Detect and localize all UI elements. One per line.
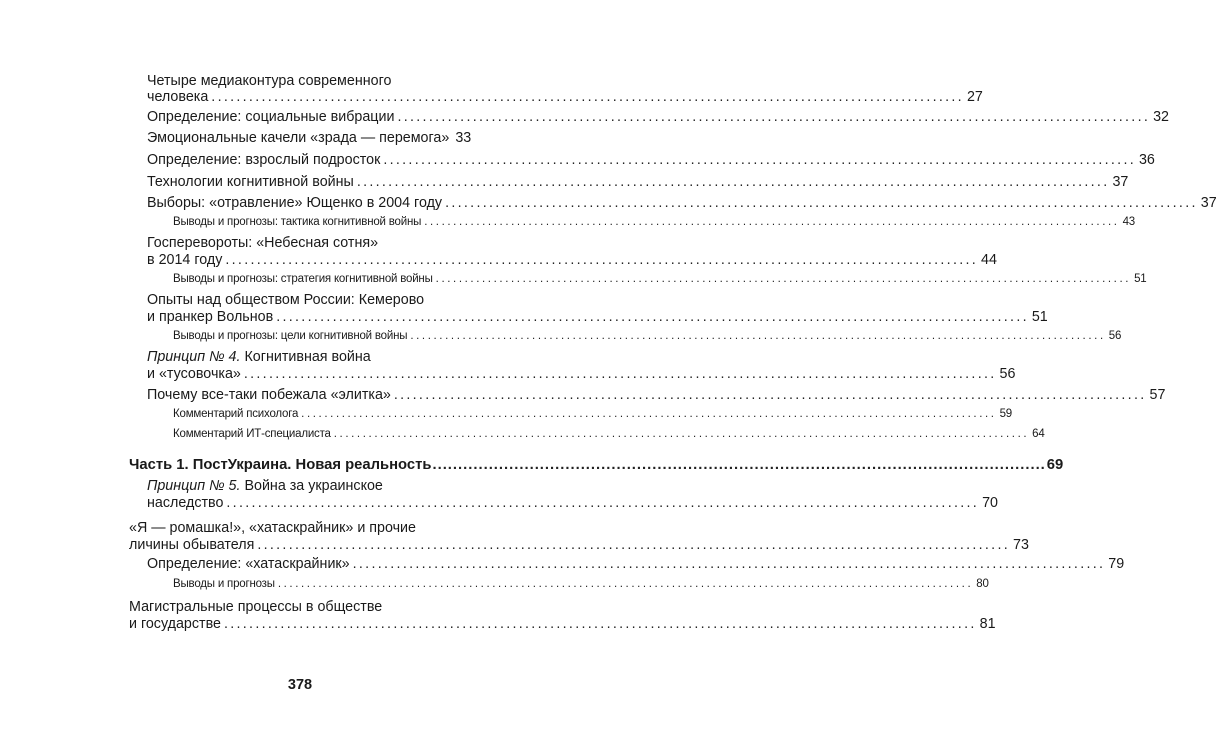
dot-leader: ........................................................................................................................ bbox=[211, 89, 964, 105]
toc-entry-title: человека bbox=[147, 89, 209, 105]
toc-page-number: 80 bbox=[976, 578, 989, 590]
toc-entry-title: «Я — ромашка!», «хатаскрайник» и прочие bbox=[129, 520, 416, 536]
toc-entry-line bbox=[147, 348, 471, 366]
toc-entry-title: Определение: социальные вибрации bbox=[147, 109, 395, 125]
toc-page-number: 64 bbox=[1032, 428, 1045, 440]
toc-page-number: 79 bbox=[1108, 556, 1125, 572]
dot-leader: ........................................................................................................................ bbox=[276, 309, 1029, 325]
dot-leader: ........................................................................................................................ bbox=[393, 387, 1147, 403]
toc-entry-title: Комментарий психолога bbox=[173, 408, 299, 420]
toc-page-number: 59 bbox=[999, 408, 1012, 420]
toc-page-number: 37 bbox=[1200, 195, 1217, 211]
toc-subentry bbox=[173, 270, 1147, 288]
toc-subentry bbox=[173, 405, 1012, 423]
dot-leader: ........................................................................................................................ bbox=[432, 457, 1046, 473]
toc-page-number: 51 bbox=[1031, 309, 1048, 325]
toc-entry-line bbox=[147, 477, 471, 495]
toc-page-number: 27 bbox=[966, 89, 983, 105]
toc-entry-title: Выводы и прогнозы: цели когнитивной войны bbox=[173, 330, 408, 342]
dot-leader: ........................................................................................................................ bbox=[301, 408, 997, 420]
toc-page-number: 56 bbox=[1108, 330, 1122, 342]
toc-part-heading bbox=[129, 456, 1064, 474]
dot-leader: ........................................................................................................................ bbox=[445, 195, 1198, 211]
toc-page-number: 44 bbox=[981, 252, 997, 268]
toc-entry bbox=[147, 251, 997, 269]
principle-label: Принцип № 5. bbox=[147, 478, 241, 494]
toc-entry-line bbox=[129, 598, 471, 616]
toc-entry-line bbox=[129, 519, 471, 537]
toc-entry-title: Технологии когнитивной войны bbox=[147, 174, 354, 190]
toc-entry-title: Выводы и прогнозы: стратегия когнитивной войны bbox=[173, 273, 433, 285]
principle-label: Принцип № 4. bbox=[147, 349, 241, 365]
dot-leader: ........................................................................................................................ bbox=[277, 578, 974, 590]
toc-page-number: 43 bbox=[1122, 216, 1136, 228]
toc-entry-title: Выводы и прогнозы: тактика когнитивной войны bbox=[173, 216, 422, 228]
dot-leader: ........................................................................................................................ bbox=[424, 216, 1120, 228]
dot-leader: ........................................................................................................................ bbox=[223, 616, 977, 632]
toc-subentry bbox=[173, 425, 1045, 443]
toc-entry-title: Определение: «хатаскрайник» bbox=[147, 556, 350, 572]
toc-entry-title: Комментарий ИТ-специалиста bbox=[173, 428, 331, 440]
toc-page-number: 56 bbox=[999, 366, 1016, 382]
toc-page-number: 37 bbox=[1112, 174, 1129, 190]
toc-entry bbox=[147, 129, 471, 147]
toc-entry-title: Часть 1. ПостУкраина. Новая реальность bbox=[129, 457, 432, 473]
dot-leader: ........................................................................................................................ bbox=[383, 152, 1136, 168]
toc-entry-title: и «тусовочка» bbox=[147, 366, 241, 382]
dot-leader: ........................................................................................................................ bbox=[225, 252, 979, 268]
toc-entry-title: Война за украинское bbox=[240, 478, 383, 494]
dot-leader: ........................................................................................................................ bbox=[333, 428, 1030, 440]
toc-page-number: 33 bbox=[455, 130, 472, 146]
toc-entry-title: Когнитивная война bbox=[240, 349, 371, 365]
toc-entry-line bbox=[147, 291, 471, 309]
dot-leader: ........................................................................................................................ bbox=[397, 109, 1151, 125]
toc-entry-title: в 2014 году bbox=[147, 252, 223, 268]
toc-entry-title: Выводы и прогнозы bbox=[173, 578, 275, 590]
toc-page-number: 73 bbox=[1013, 537, 1029, 553]
toc-page-number: 32 bbox=[1153, 109, 1170, 125]
toc-entry bbox=[147, 151, 1155, 169]
toc-entry bbox=[147, 494, 998, 512]
toc-page-number: 36 bbox=[1138, 152, 1155, 168]
dot-leader: ........................................................................................................................ bbox=[352, 556, 1106, 572]
toc-entry-title: Магистральные процессы в обществе bbox=[129, 599, 383, 615]
toc-entry bbox=[147, 555, 1125, 573]
page-number: 378 bbox=[287, 677, 313, 693]
dot-leader: ........................................................................................................................ bbox=[257, 537, 1010, 553]
toc-entry bbox=[147, 308, 1048, 326]
toc-entry-title: Почему все-таки побежала «элитка» bbox=[147, 387, 391, 403]
toc-page-number: 57 bbox=[1149, 387, 1166, 403]
toc-page-number: 81 bbox=[979, 616, 996, 632]
toc-entry bbox=[147, 108, 1170, 126]
toc-entry bbox=[147, 173, 1129, 191]
toc-subentry bbox=[173, 213, 1136, 231]
toc-entry-title: и пранкер Вольнов bbox=[147, 309, 274, 325]
toc-subentry bbox=[173, 327, 1122, 345]
toc-entry-title: Госперевороты: «Небесная сотня» bbox=[147, 235, 379, 251]
toc-entry bbox=[147, 194, 1217, 212]
toc-entry-title: Эмоциональные качели «зрада — перемога» bbox=[147, 130, 450, 146]
dot-leader: ........................................................................................................................ bbox=[243, 366, 997, 382]
toc-entry-title: Выборы: «отравление» Ющенко в 2004 году bbox=[147, 195, 443, 211]
toc-entry-title: наследство bbox=[147, 495, 224, 511]
dot-leader: ........................................................................................................................ bbox=[410, 330, 1106, 342]
toc-entry-title: Опыты над обществом России: Кемерово bbox=[147, 292, 425, 308]
dot-leader: ........................................................................................................................ bbox=[435, 273, 1132, 285]
dot-leader: ........................................................................................................................ bbox=[356, 174, 1110, 190]
toc-page-number: 51 bbox=[1134, 273, 1147, 285]
toc-entry-line bbox=[147, 234, 471, 252]
toc-entry bbox=[147, 88, 983, 106]
toc-entry bbox=[129, 615, 996, 633]
toc-subentry bbox=[173, 575, 989, 593]
toc-entry bbox=[147, 365, 1016, 383]
toc-entry-title: Определение: взрослый подросток bbox=[147, 152, 381, 168]
toc-entry-title: личины обывателя bbox=[129, 537, 255, 553]
toc-page-number: 70 bbox=[982, 495, 998, 511]
toc-page-number: 69 bbox=[1046, 457, 1064, 473]
toc-entry bbox=[129, 536, 1029, 554]
dot-leader: ........................................................................................................................ bbox=[226, 495, 980, 511]
toc-entry-title: Четыре медиаконтура современного bbox=[147, 73, 392, 89]
toc-entry bbox=[147, 386, 1166, 404]
toc-entry-title: и государстве bbox=[129, 616, 221, 632]
